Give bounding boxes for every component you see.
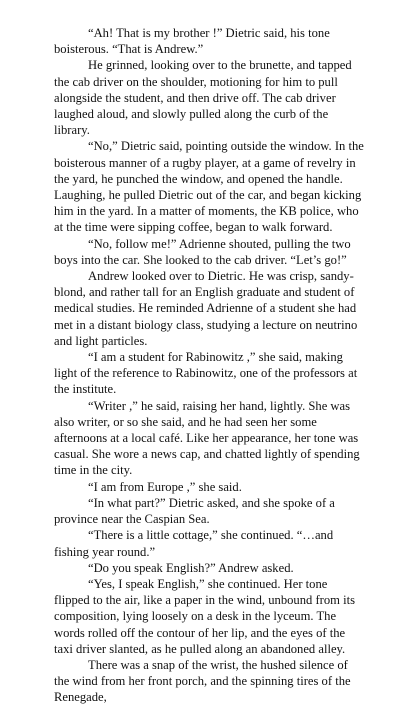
paragraph: There was a snap of the wrist, the hushed silence of the wind from her front porch, and the spinning tires of the Renegade,: [54, 657, 351, 705]
paragraph: “Do you speak English?” Andrew asked.: [88, 560, 294, 575]
body-text: [54, 25, 366, 706]
paragraph: He grinned, looking over to the brunette, and tapped the cab driver on the shoulder, motioning for him to pull alongside the student, and then drive off. The cab driver laughed aloud, and slowly pulled along the curb of the library.: [54, 58, 352, 138]
paragraph: “There is a little cottage,” she continued. “…and fishing year round.”: [54, 528, 334, 559]
paragraph: “No,” Dietric said, pointing outside the window. In the boisterous manner of a rugby player, at a game of revelry in the yard, he punched the window, and opened the handle. Laughing, he pulled Dietric out of the car, and began kicking him in the yard. In a matter of moments, the KB police, who at the time were sipping coffee, began to walk forward.: [54, 139, 364, 235]
paragraph: “I am a student for Rabinowitz ,” she said, making light of the reference to Rabinowitz, one of the professors at the institute.: [54, 350, 358, 397]
paragraph: “Writer ,” he said, raising her hand, lightly. She was also writer, or so she said, and he had seen her some afternoons at a local café. Like her appearance, her tone was casual. She wore a news cap, and chatted lightly of spending time in the city.: [54, 398, 360, 478]
paragraph: “In what part?” Dietric asked, and she spoke of a province near the Caspian Sea.: [54, 495, 335, 527]
paragraph: “Ah! That is my brother !” Dietric said, his tone boisterous. “That is Andrew.”: [54, 26, 330, 57]
paragraph: “Yes, I speak English,” she continued. Her tone flipped to the air, like a paper in the wind, unbound from its composition, lying loosely on a desk in the lyceum. The words rolled off the contour of her lip, and the eyes of the taxi driver slanted, as he pulled along an abandoned alley.: [54, 576, 355, 656]
paragraph: “No, follow me!” Adrienne shouted, pulling the two boys into the car. She looked to the cab driver. “Let’s go!”: [54, 236, 351, 267]
paragraph: Andrew looked over to Dietric. He was crisp, sandy-blond, and rather tall for an English graduate and student of medical studies. He reminded Adrienne of a student she had met in a distant biology class, studying a lecture on neutrino and light particles.: [54, 269, 358, 348]
paragraph: “I am from Europe ,” she said.: [88, 479, 242, 494]
